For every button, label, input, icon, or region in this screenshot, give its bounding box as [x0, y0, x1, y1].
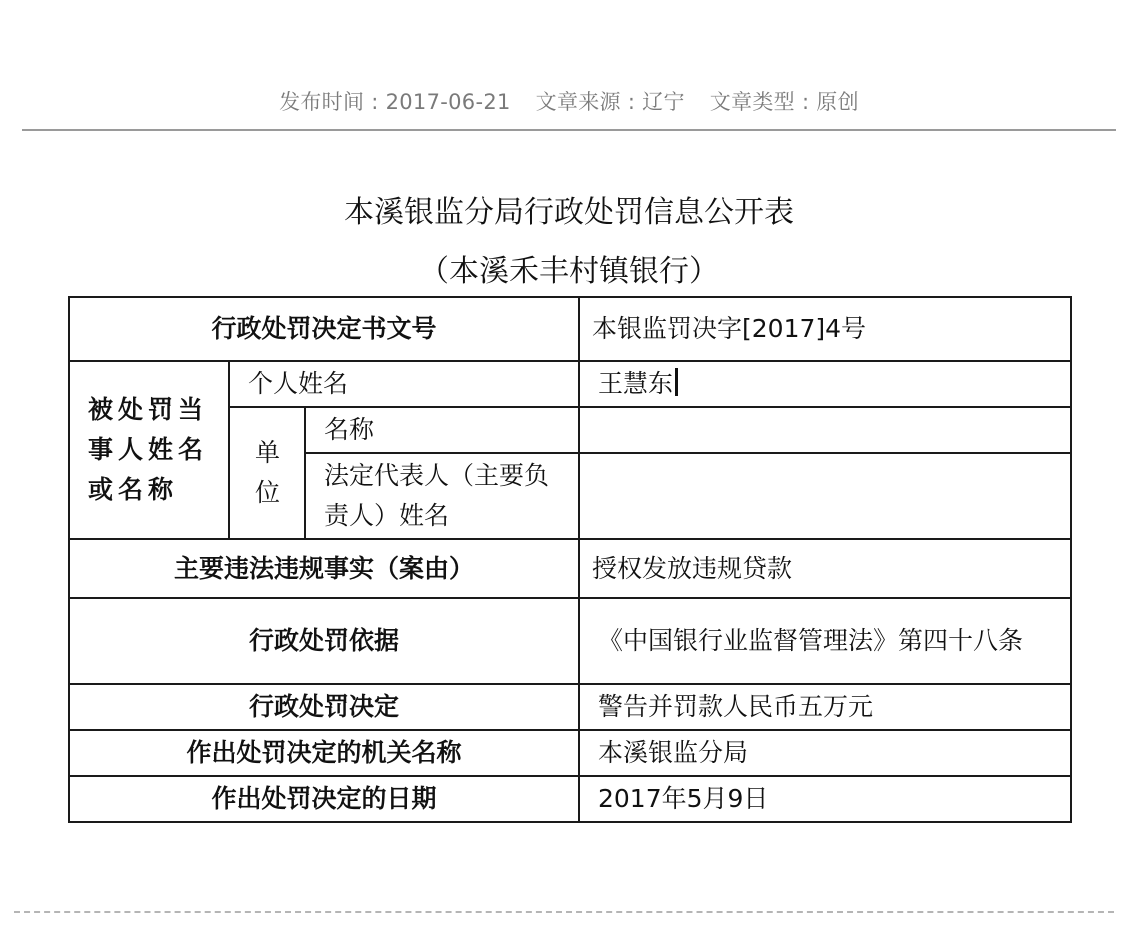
penalty-decision-value: 警告并罚款人民币五万元 [579, 684, 1071, 730]
table-row [69, 297, 1071, 361]
table-row [69, 539, 1071, 598]
table-row [69, 684, 1071, 730]
decision-date-label: 作出处罚决定的日期 [69, 776, 579, 822]
doc-number-label: 行政处罚决定书文号 [69, 297, 579, 361]
personal-name-label: 个人姓名 [229, 361, 579, 407]
personal-name-value [579, 361, 1071, 407]
unit-name-value [579, 407, 1071, 453]
personal-name-text: 王慧东 [598, 369, 674, 398]
document-title: 本溪银监分局行政处罚信息公开表 [344, 195, 794, 230]
violation-facts-label: 主要违法违规事实（案由） [69, 539, 579, 598]
meta-divider [22, 129, 1116, 131]
doc-number-value: 本银监罚决字[2017]4号 [579, 297, 1071, 361]
legal-representative-label: 法定代表人（主要负责人）姓名 [305, 453, 579, 539]
party-name-label: 被处罚当事人姓名或名称 [69, 361, 229, 539]
document-subtitle: （本溪禾丰村镇银行） [419, 254, 719, 289]
penalty-info-table [68, 296, 1072, 823]
table-row [69, 776, 1071, 822]
unit-name-label: 名称 [305, 407, 579, 453]
authority-name-value: 本溪银监分局 [579, 730, 1071, 776]
decision-date-value: 2017年5月9日 [579, 776, 1071, 822]
penalty-decision-label: 行政处罚决定 [69, 684, 579, 730]
dashed-divider [14, 911, 1114, 913]
table-row [69, 730, 1071, 776]
unit-label: 单位 [229, 407, 305, 539]
article-type: 文章类型 : 原创 [709, 90, 859, 114]
table-row [69, 598, 1071, 684]
legal-representative-value [579, 453, 1071, 539]
authority-name-label: 作出处罚决定的机关名称 [69, 730, 579, 776]
penalty-basis-label: 行政处罚依据 [69, 598, 579, 684]
article-source: 文章来源 : 辽宁 [535, 90, 685, 114]
table-row [69, 361, 1071, 407]
text-cursor [675, 368, 678, 396]
penalty-basis-value: 《中国银行业监督管理法》第四十八条 [579, 598, 1071, 684]
cropped-content-edge [100, 934, 320, 940]
article-meta [22, 86, 1116, 116]
publish-time: 发布时间 : 2017-06-21 [279, 90, 511, 114]
violation-facts-value: 授权发放违规贷款 [579, 539, 1071, 598]
